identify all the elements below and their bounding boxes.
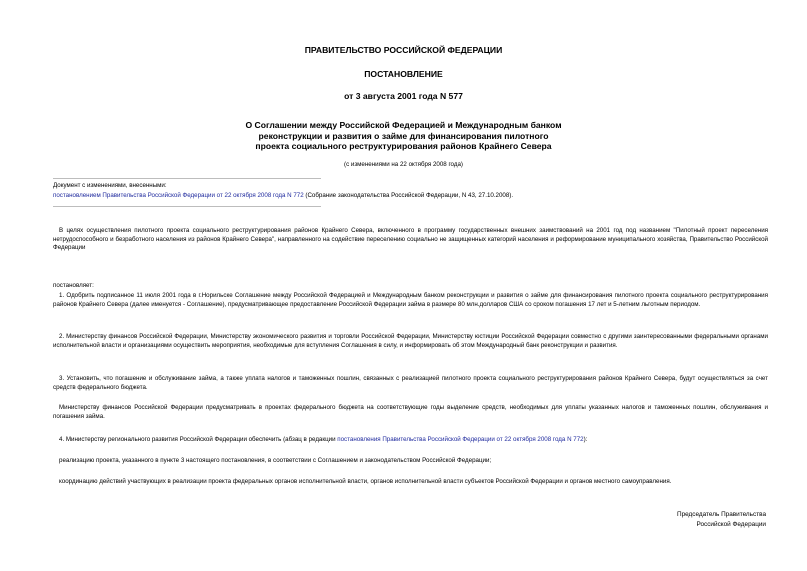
item-4-subparagraph-a: реализацию проекта, указанного в пункте 3 настоящего постановления, в соответствии с Соглашением и законодательством Российской Федерации;: [59, 457, 492, 464]
item-4-link[interactable]: постановления Правительства Российской Федерации от 22 октября 2008 года N 772: [337, 436, 584, 443]
resolves-label: постановляет:: [53, 282, 94, 289]
item-4-text: 4. Министерству регионального развития Российской Федерации обеспечить (абзац в редакции: [59, 436, 338, 443]
item-4-text-end: ):: [583, 436, 588, 443]
item-2-paragraph: 2. Министерству финансов Российской Федерации, Министерству экономического развития и торговли Российской Федерации, Министерству юстиции Российской Федерации совместно с другими заинтересованными федеральными органами исполнительной власти и организациями осуществить мероприятия, необходимые для вступления Соглашения в силу, и информировать об этом Международный банк реконструкции и развития.: [53, 333, 768, 349]
amendments-note: (с изменениями на 22 октября 2008 года): [344, 161, 463, 168]
government-heading: ПРАВИТЕЛЬСТВО РОССИЙСКОЙ ФЕДЕРАЦИИ: [304, 45, 503, 55]
changes-reference: [53, 192, 773, 200]
document-title: [0, 120, 807, 152]
item-3-continuation: Министерству финансов Российской Федерации предусматривать в проектах федерального бюджета на соответствующие годы выделение средств, необходимых для уплаты указанных налогов и таможенных пошлин, обслуживания и погашения займа.: [53, 404, 768, 420]
item-3-paragraph: 3. Установить, что погашение и обслуживание займа, а также уплата налогов и таможенных пошлин, связанных с реализацией пилотного проекта социального реструктурирования районов Крайнего Севера, будут осуществляться за счет средств федерального бюджета.: [53, 375, 768, 391]
document-date-number: от 3 августа 2001 года N 577: [344, 91, 463, 101]
title-line: реконструкции и развития о займе для финансирования пилотного: [258, 130, 549, 141]
changes-intro: Документ с изменениями, внесенными:: [53, 182, 167, 189]
title-line: О Соглашении между Российской Федерацией и Международным банком: [245, 120, 562, 130]
preamble-paragraph: В целях осуществления пилотного проекта социального реструктурирования районов Крайнего Севера, включенного в программу государственных внешних заимствований на 2001 год под названием "Пилотный проект переселения нетрудоспособного и безработного населения из районов Крайнего Севера", направленного на содействие переселению социально не защищенных категорий населения и реформирование муниципального хозяйства, Правительство Российской Федерации: [53, 227, 768, 252]
item-4-subparagraph-b: координацию действий участвующих в реализации проекта федеральных органов исполнительной власти, органов исполнительной власти субъектов Российской Федерации и органов местного самоуправления.: [59, 478, 672, 485]
signature-block: [677, 510, 766, 529]
item-4-paragraph: [53, 436, 768, 445]
title-line: проекта социального реструктурирования районов Крайнего Севера: [255, 141, 552, 152]
amendment-link[interactable]: постановлением Правительства Российской Федерации от 22 октября 2008 года N 772: [53, 192, 304, 199]
changes-top-rule: [53, 178, 321, 179]
document-type: ПОСТАНОВЛЕНИЕ: [364, 69, 443, 79]
signature-title: Председатель Правительства: [677, 511, 766, 518]
amendment-source: (Собрание законодательства Российской Федерации, N 43, 27.10.2008).: [303, 192, 514, 199]
item-1-paragraph: 1. Одобрить подписанное 11 июля 2001 года в г.Норильске Соглашение между Российской Федерацией и Международным банком реконструкции и развития о займе для финансирования пилотного проекта социального реструктурирования районов Крайнего Севера (далее именуется - Соглашение), предусматривающее предоставление Российской Федерации займа в размере 80 млн.долларов США со сроком погашения 17 лет и 5-летним льготным периодом.: [53, 292, 768, 308]
changes-bottom-rule: [53, 206, 321, 207]
signature-organization: Российской Федерации: [696, 520, 766, 528]
